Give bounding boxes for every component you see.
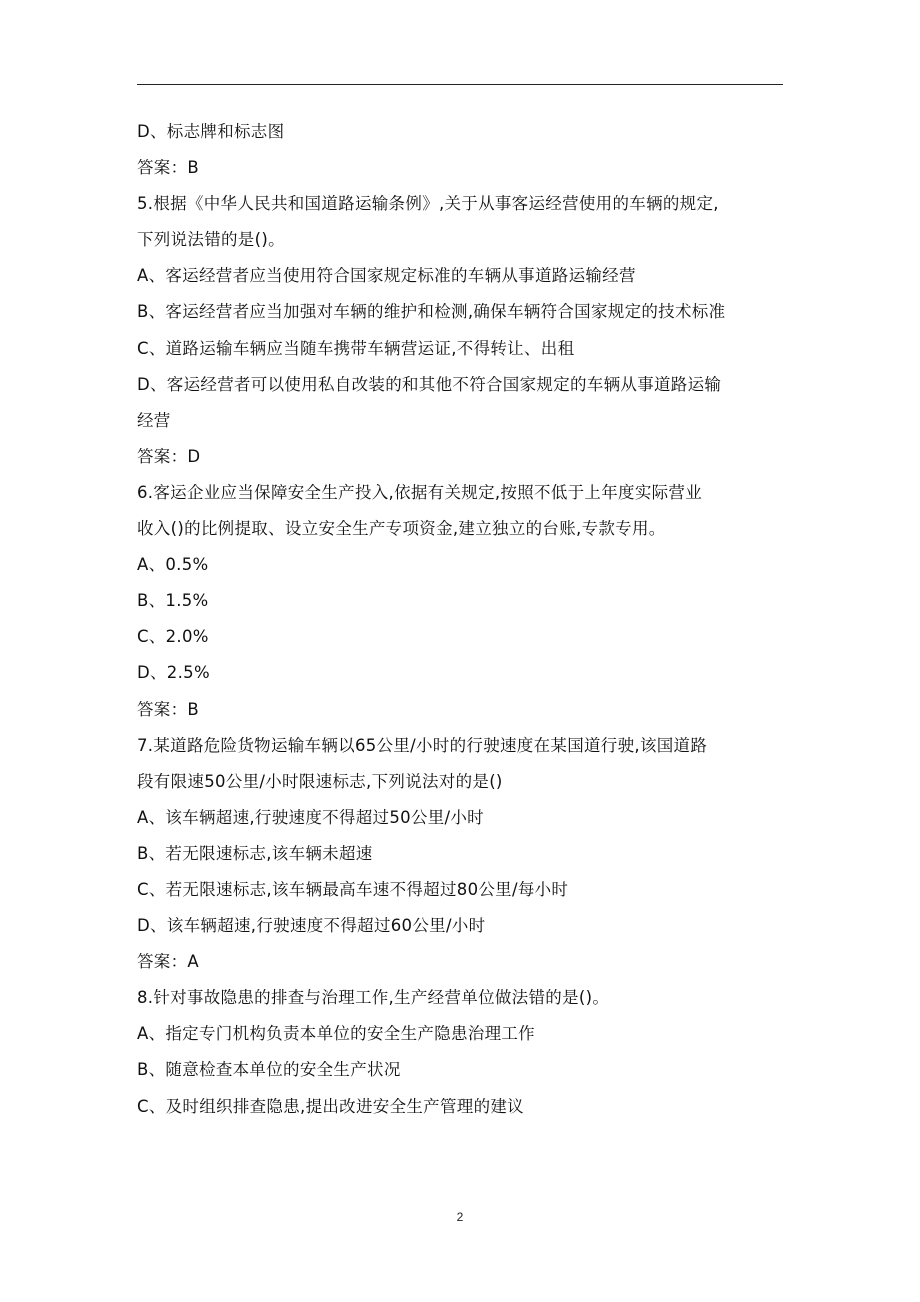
option-d-q5-line-1: D、客运经营者可以使用私自改装的和其他不符合国家规定的车辆从事道路运输 (137, 374, 722, 394)
option-c-q8: C、及时组织排查隐患,提出改进安全生产管理的建议 (137, 1096, 524, 1116)
answer-q7: 答案：A (137, 952, 199, 972)
question-6-line-2: 收入()的比例提取、设立安全生产专项资金,建立独立的台账,专款专用。 (137, 519, 666, 539)
question-6-line-1: 6.客运企业应当保障安全生产投入,依据有关规定,按照不低于上年度实际营业 (137, 482, 703, 502)
answer-q5: 答案：D (137, 446, 201, 466)
option-a-q8: A、指定专门机构负责本单位的安全生产隐患治理工作 (137, 1024, 535, 1044)
option-c-q5: C、道路运输车辆应当随车携带车辆营运证,不得转让、出租 (137, 338, 575, 358)
question-5-line-2: 下列说法错的是()。 (137, 230, 285, 250)
answer-q4: 答案：B (137, 158, 200, 178)
page-number: 2 (456, 1210, 464, 1224)
option-b-q5: B、客运经营者应当加强对车辆的维护和检测,确保车辆符合国家规定的技术标准 (137, 302, 726, 322)
header-rule (137, 84, 783, 85)
question-8: 8.针对事故隐患的排查与治理工作,生产经营单位做法错的是()。 (137, 988, 610, 1008)
question-5-line-1: 5.根据《中华人民共和国道路运输条例》,关于从事客运经营使用的车辆的规定, (137, 194, 719, 214)
option-d-q6: D、2.5% (137, 663, 210, 683)
option-b-q7: B、若无限速标志,该车辆未超速 (137, 843, 373, 863)
option-a-q7: A、该车辆超速,行驶速度不得超过50公里/小时 (137, 807, 484, 827)
option-d-q7: D、该车辆超速,行驶速度不得超过60公里/小时 (137, 916, 486, 936)
question-7-line-1: 7.某道路危险货物运输车辆以65公里/小时的行驶速度在某国道行驶,该国道路 (137, 735, 708, 755)
option-c-q7: C、若无限速标志,该车辆最高车速不得超过80公里/每小时 (137, 879, 569, 899)
option-a-q6: A、0.5% (137, 555, 209, 575)
option-c-q6: C、2.0% (137, 627, 209, 647)
option-d-q5-line-2: 经营 (137, 410, 171, 430)
option-d-q4: D、标志牌和标志图 (137, 122, 285, 141)
document-body (137, 114, 797, 1125)
answer-q6: 答案：B (137, 699, 200, 719)
option-a-q5: A、客运经营者应当使用符合国家规定标准的车辆从事道路运输经营 (137, 266, 636, 286)
option-b-q8: B、随意检查本单位的安全生产状况 (137, 1060, 401, 1080)
question-7-line-2: 段有限速50公里/小时限速标志,下列说法对的是() (137, 771, 503, 791)
option-b-q6: B、1.5% (137, 591, 209, 611)
